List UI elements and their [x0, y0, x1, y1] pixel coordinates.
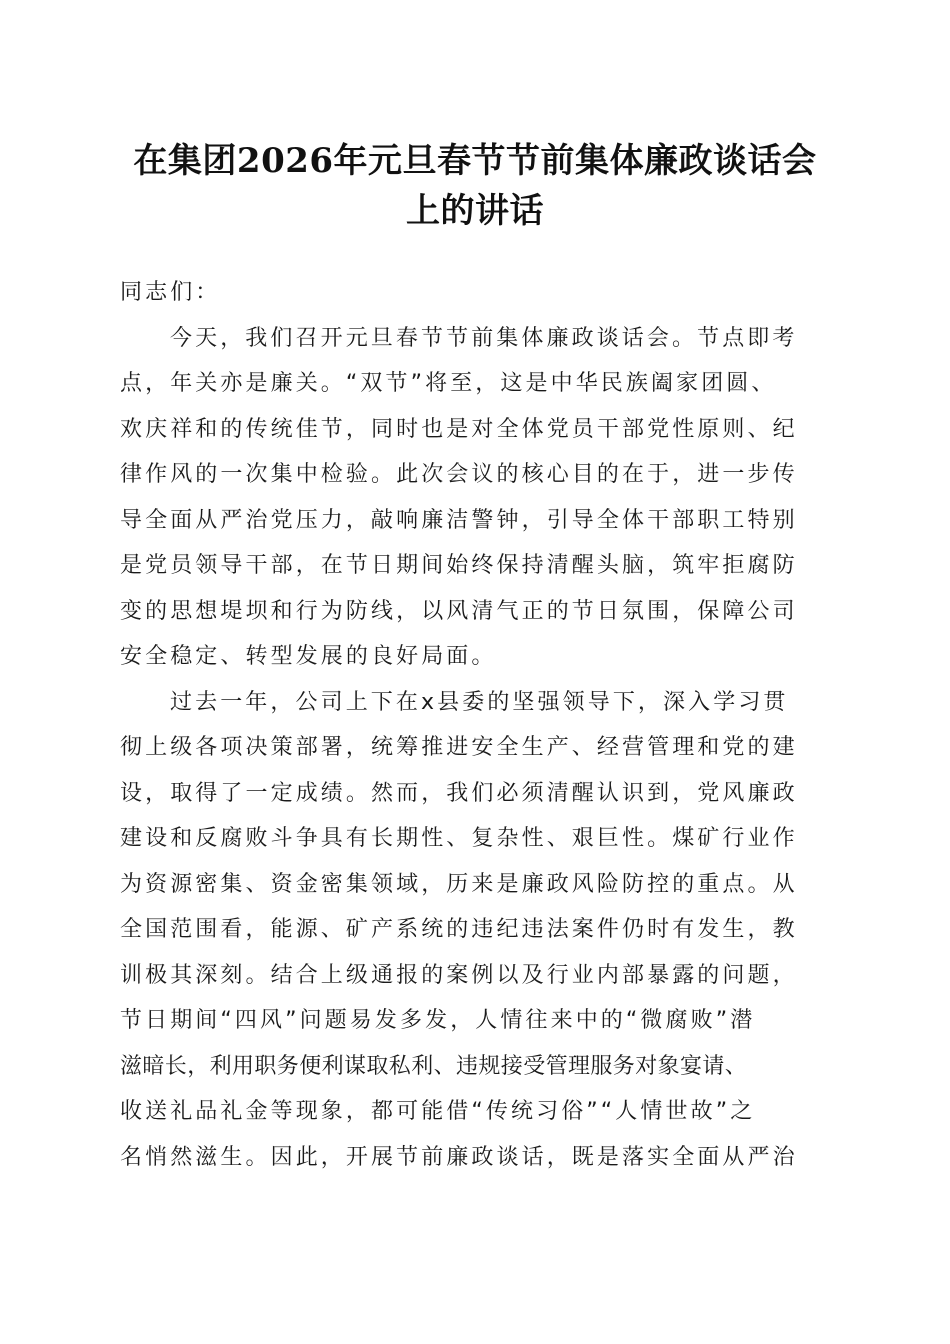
text-line: 建设和反腐败斗争具有长期性、复杂性、艰巨性。煤矿行业作 [120, 826, 798, 851]
text-line: 设，取得了一定成绩。然而，我们必须清醒认识到，党风廉政 [120, 780, 798, 806]
text-line: 点，年关亦是廉关。“双节”将至，这是中华民族阖家团圆、 [120, 371, 777, 396]
text-line: 全国范围看，能源、矿产系统的违纪违法案件仍时有发生，教 [120, 917, 798, 942]
text-line: 收送礼品礼金等现象，都可能借“传统习俗”“人情世故”之 [120, 1099, 756, 1124]
text-line: 节日期间“四风”问题易发多发，人情往来中的“微腐败”潜 [120, 1008, 756, 1033]
text-line: 名悄然滋生。因此，开展节前廉政谈话，既是落实全面从严治 [120, 1144, 798, 1170]
paragraph-1 [120, 316, 840, 680]
text-line: 滋暗长，利用职务便利谋取私利、违规接受管理服务对象宴请、 [120, 1053, 748, 1079]
text-line: 变的思想堤坝和行为防线，以风清气正的节日氛围，保障公司 [120, 598, 798, 624]
paragraph-2 [120, 680, 840, 1181]
salutation: 同志们： [120, 280, 221, 305]
document-title [110, 136, 840, 236]
text-line: 律作风的一次集中检验。此次会议的核心目的在于，进一步传 [120, 462, 798, 487]
text-line: 今天，我们召开元旦春节节前集体廉政谈话会。节点即考 [170, 325, 798, 351]
text-line: 训极其深刻。结合上级通报的案例以及行业内部暴露的问题， [120, 962, 798, 988]
text-line: 彻上级各项决策部署，统筹推进安全生产、经营管理和党的建 [120, 735, 798, 760]
text-line: 为资源密集、资金密集领域，历来是廉政风险防控的重点。从 [120, 871, 798, 897]
title-line-2: 上的讲话 [406, 191, 544, 231]
text-line: 欢庆祥和的传统佳节，同时也是对全体党员干部党性原则、纪 [120, 416, 798, 442]
text-line: 是党员领导干部，在节日期间始终保持清醒头脑，筑牢拒腐防 [120, 553, 798, 578]
text-line: 导全面从严治党压力，敲响廉洁警钟，引导全体干部职工特别 [120, 507, 798, 533]
title-line-1: 在集团2026年元旦春节节前集体廉政谈话会 [133, 141, 817, 181]
document-body [120, 270, 840, 1180]
text-line: 安全稳定、转型发展的良好局面。 [120, 644, 497, 669]
text-line: 过去一年，公司上下在x县委的坚强领导下，深入学习贯 [170, 689, 789, 715]
